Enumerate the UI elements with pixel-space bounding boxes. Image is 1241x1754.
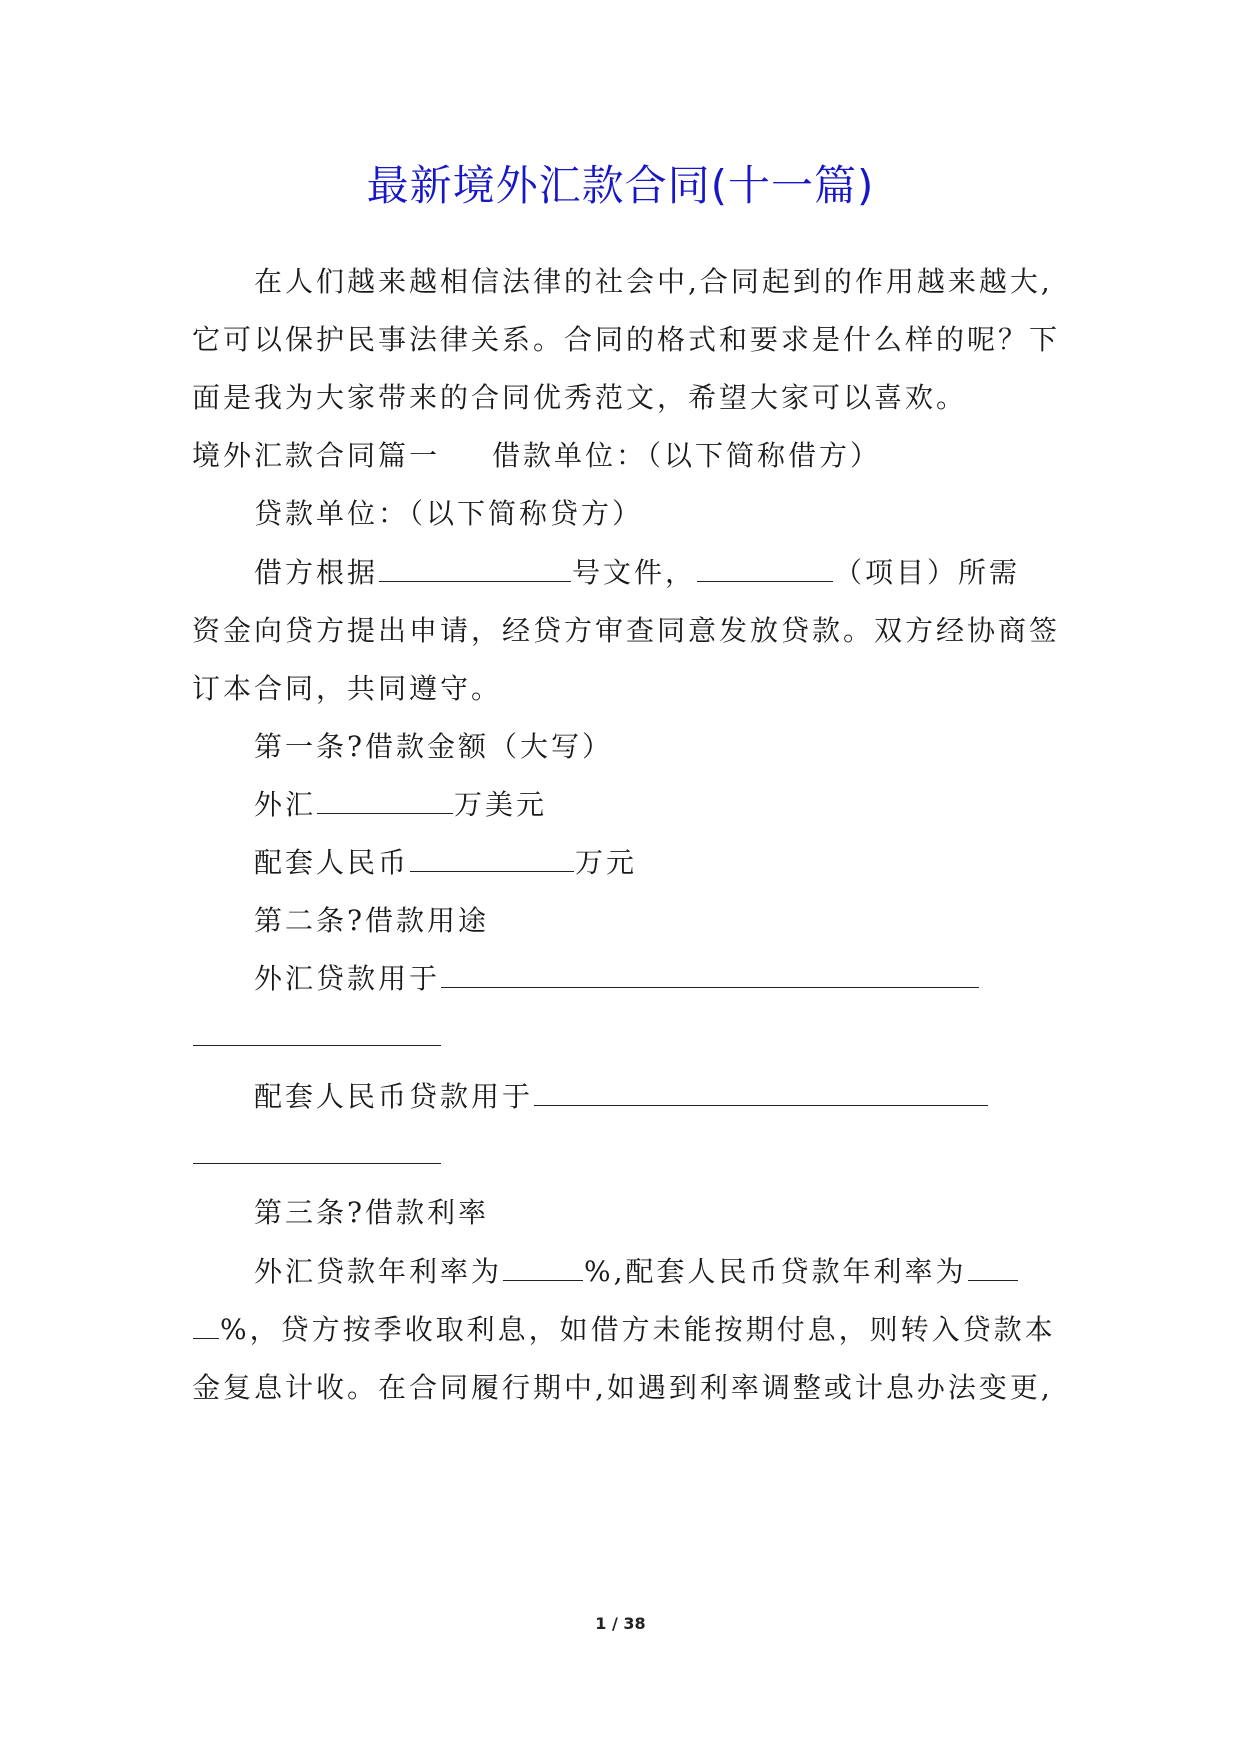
rmb-use-blank (534, 1101, 988, 1106)
basis-text-a: 借方根据 (254, 556, 379, 589)
fx-use-line (254, 959, 1134, 999)
document-number-blank (379, 577, 571, 582)
section-heading: 境外汇款合同篇一 (192, 439, 441, 472)
rmb-rate-blank-continued (193, 1334, 219, 1339)
article-2-title: 第二条?借款用途 (254, 904, 490, 937)
article-1-title: 第一条?借款金额（大写） (254, 730, 614, 763)
project-blank (697, 577, 833, 582)
rmb-amount-label: 配套人民币 (254, 846, 410, 879)
rmb-use-label: 配套人民币贷款用于 (254, 1080, 534, 1113)
borrower-label: 借款单位：（以下简称借方） (492, 439, 882, 472)
rmb-amount-line (254, 843, 1134, 883)
fx-rate-blank (503, 1276, 583, 1281)
rmb-rate-label: %,配套人民币贷款年利率为 (584, 1255, 967, 1288)
section-heading-line (192, 436, 1072, 476)
basis-text-c: （项目）所需 (834, 556, 1021, 589)
rmb-use-continuation (192, 1135, 1072, 1175)
article-3-title: 第三条?借款利率 (254, 1196, 490, 1229)
fx-use-label: 外汇贷款用于 (254, 962, 441, 995)
rmb-amount-blank (410, 867, 574, 872)
rate-line-3: 金复息计收。在合同履行期中,如遇到利率调整或计息办法变更, (192, 1371, 1053, 1404)
fx-use-continuation (192, 1017, 1072, 1057)
intro-line-2: 它可以保护民事法律关系。合同的格式和要求是什么样的呢？下 (192, 323, 1061, 356)
rmb-use-line (254, 1077, 1134, 1117)
rate-line-2-text: %，贷方按季收取利息，如借方未能按期付息，则转入贷款本 (220, 1313, 1056, 1346)
document-title: 最新境外汇款合同(十一篇) (366, 161, 875, 210)
fx-amount-unit: 万美元 (454, 788, 548, 821)
basis-text-b: 号文件， (572, 556, 697, 589)
rmb-rate-blank (968, 1276, 1018, 1281)
fx-amount-label: 外汇 (254, 788, 317, 821)
basis-line-3: 订本合同，共同遵守。 (192, 672, 503, 705)
fx-rate-label: 外汇贷款年利率为 (254, 1255, 503, 1288)
fx-use-blank-continued (193, 1041, 441, 1046)
intro-line-1: 在人们越来越相信法律的社会中,合同起到的作用越来越大, (254, 265, 1053, 298)
rmb-amount-unit: 万元 (575, 846, 638, 879)
fx-amount-blank (317, 809, 453, 814)
rate-line-2 (192, 1310, 1072, 1350)
basis-line-1 (254, 553, 1134, 593)
intro-line-3: 面是我为大家带来的合同优秀范文，希望大家可以喜欢。 (192, 381, 968, 414)
basis-line-2: 资金向贷方提出申请，经贷方审查同意发放贷款。双方经协商签 (192, 614, 1061, 647)
fx-amount-line (254, 785, 1134, 825)
lender-label: 贷款单位：（以下简称贷方） (254, 497, 644, 530)
rate-line-1 (254, 1252, 1134, 1292)
page-number: 1 / 38 (595, 1614, 646, 1633)
fx-use-blank (441, 983, 979, 988)
rmb-use-blank-continued (193, 1159, 441, 1164)
